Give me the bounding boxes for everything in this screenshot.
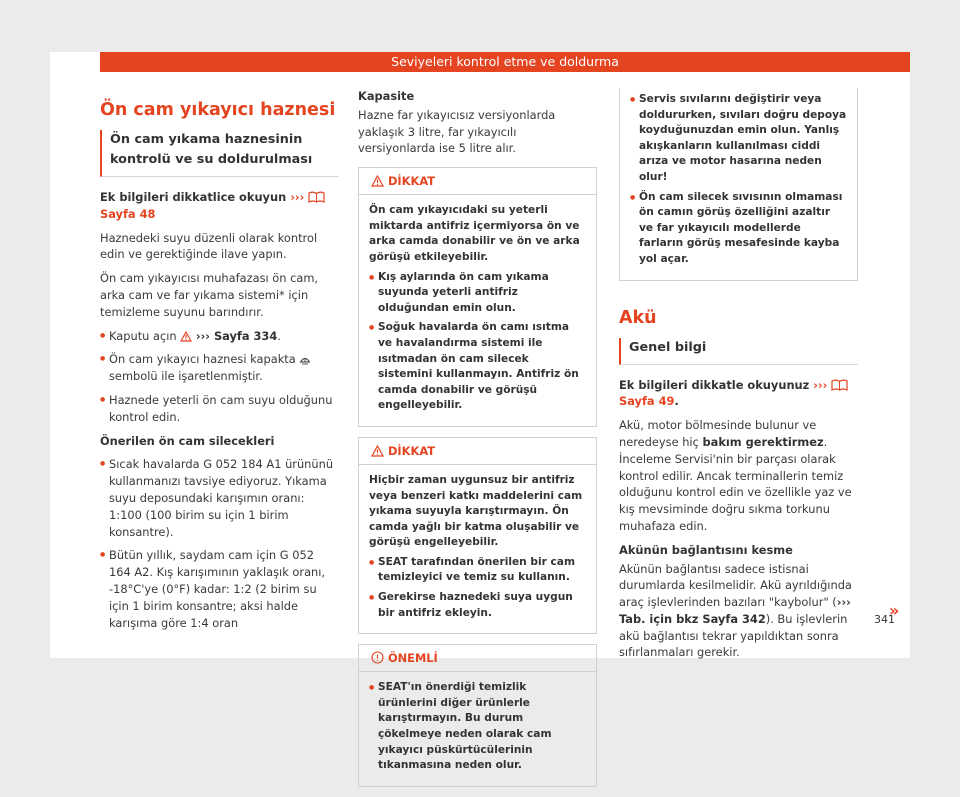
subheading-disconnect-battery: Akünün bağlantısını kesme: [619, 542, 793, 557]
continue-mark: »: [889, 601, 900, 620]
subheading-washer-check: Ön cam yıkama haznesinin kontrolü ve su doldurulması: [100, 130, 339, 177]
warning-box-header: DİKKAT: [359, 438, 596, 465]
heading-battery: Akü: [619, 307, 657, 328]
notice-box: [358, 644, 597, 787]
book-icon: [831, 379, 848, 391]
column-left: [100, 88, 339, 638]
notice-box-body: ● SEAT'ın önerdiği temizlik ürünlerini diğer ürünlerle karıştırmayın. Bu durum çökelmeye neden olarak cam yıkayıcı püskürtücülerinin tıkanmasına neden olur.: [359, 672, 596, 786]
intro-note: Ek bilgileri dikkatle okuyunuz ››› Sayfa 49.: [619, 377, 858, 411]
section-header: Seviyeleri kontrol etme ve doldurma: [100, 52, 910, 72]
page-link[interactable]: Sayfa 48: [100, 206, 156, 221]
warning-box: [358, 167, 597, 427]
list-item: ● Ön cam yıkayıcı haznesi kapakta sembolü ile işaretlenmiştir.: [100, 351, 339, 385]
heading-washer-reservoir: Ön cam yıkayıcı haznesi: [100, 100, 336, 120]
list-item: ● Kaputu açın ››› Sayfa 334.: [100, 328, 339, 345]
info-circle-icon: [371, 651, 384, 664]
warning-box-body: Ön cam yıkayıcıdaki su yeterli miktarda antifriz içermiyorsa ön ve arka camda donabilir ve ön ve arka görüşü etkileyebilir. ● Kış aylarında ön cam yıkama suyunda yeterli antifriz olduğundan emin olun. ● Soğuk havalarda ön camı ısıtma ve havalandırma sistemi ile ısıtmadan ön cam silecek sistemini kullanmayın. Antifriz ön camda donabilir ve görüşü engelleyebilir.: [359, 195, 596, 426]
page-number: 341: [874, 613, 895, 626]
warning-box: [358, 437, 597, 634]
paragraph: Akü, motor bölmesinde bulunur ve neredeyse hiç bakım gerektirmez. İnceleme Servisi'nin bir parçası olarak kontrol edilir. Ancak terminallerin temiz olduğunu kontrol edin ve özellikle yaz ve kış mevsiminde doğru sıkma torkunu muhafaza edin.: [619, 418, 852, 533]
warning-box-header: DİKKAT: [359, 168, 596, 195]
warning-box-body: ● Servis sıvılarını değiştirir veya doldururken, sıvıları doğru depoya koyduğunuzdan emin olun. Yanlış akışkanların kullanılması ciddi arıza ve motor hasarına neden olur! ● Ön cam silecek sıvısının olmaması ön camın görüş özelliğini azaltır ve far yıkayıcılı modellerde farların görüş mesafesinde kayba yol açar.: [620, 88, 857, 280]
paragraph: Akünün bağlantısı sadece istisnai durumlarda kesilmelidir. Akü ayrıldığında araç işlevlerinden bazıları "kaybolur" (››› Tab. için bkz Sayfa 342). Bu işlevlerin akü bağlantısı tekrar yapıldıktan sonra sıfırlanmaları gerekir.: [619, 561, 852, 660]
subheading-capacity: Kapasite: [358, 89, 415, 103]
column-right: [619, 88, 858, 668]
windscreen-washer-icon: [299, 354, 311, 365]
page-link[interactable]: ››› Sayfa 334: [195, 328, 278, 343]
list-item: ● Bütün yıllık, saydam cam için G 052 164 A2. Kış karışımının yaklaşık oranı, -18°C'ye (0°F) kadar: 1:2 (2 birim su için 1 birim konsantre; aksi halde karışıma göre 1:4 oran: [100, 547, 339, 631]
list-item: ● Sıcak havalarda G 052 184 A1 ürününü kullanmanızı tavsiye ediyoruz. Yıkama suyu deposundaki karışımın oranı: 1:100 (100 birim su için 1 birim konsantre).: [100, 456, 339, 540]
list-item: ● Haznede yeterli ön cam suyu olduğunu kontrol edin.: [100, 392, 339, 426]
notice-box-header: ÖNEMLİ: [359, 645, 596, 672]
subheading-recommended-wipers: Önerilen ön cam silecekleri: [100, 433, 275, 448]
warning-triangle-icon: [371, 445, 384, 457]
warning-triangle-icon: [371, 175, 384, 187]
book-icon: [308, 191, 325, 203]
page-link[interactable]: Sayfa 49: [619, 394, 675, 409]
intro-note: Ek bilgileri dikkatlice okuyun ››› Sayfa 48: [100, 189, 339, 223]
warning-box-body: Hiçbir zaman uygunsuz bir antifriz veya benzeri katkı maddelerini cam yıkama suyuyla karıştırmayın. Ön camda yağlı bir katma oluşabilir ve görüşü engelleyebilir. ● SEAT tarafından önerilen bir cam temizleyici ve temiz su kullanın. ● Gerekirse haznedeki suya uygun bir antifriz ekleyin.: [359, 465, 596, 633]
paragraph: Ön cam yıkayıcısı muhafazası ön cam, arka cam ve far yıkama sistemi* için temizleme suyunu barındırır.: [100, 271, 319, 319]
subheading-general-info: Genel bilgi: [619, 338, 858, 365]
manual-page: [50, 52, 910, 772]
warning-box-continued: [619, 88, 858, 281]
page-link[interactable]: ››› Tab. için bkz Sayfa 342: [619, 595, 851, 626]
paragraph: Haznedeki suyu düzenli olarak kontrol edin ve gerektiğinde ilave yapın.: [100, 230, 318, 262]
column-middle: [358, 88, 597, 797]
warning-triangle-icon: [180, 331, 192, 342]
paragraph: Hazne far yıkayıcısız versiyonlarda yaklaşık 3 litre, far yıkayıcılı versiyonlarda ise 5 litre alır.: [358, 107, 556, 156]
